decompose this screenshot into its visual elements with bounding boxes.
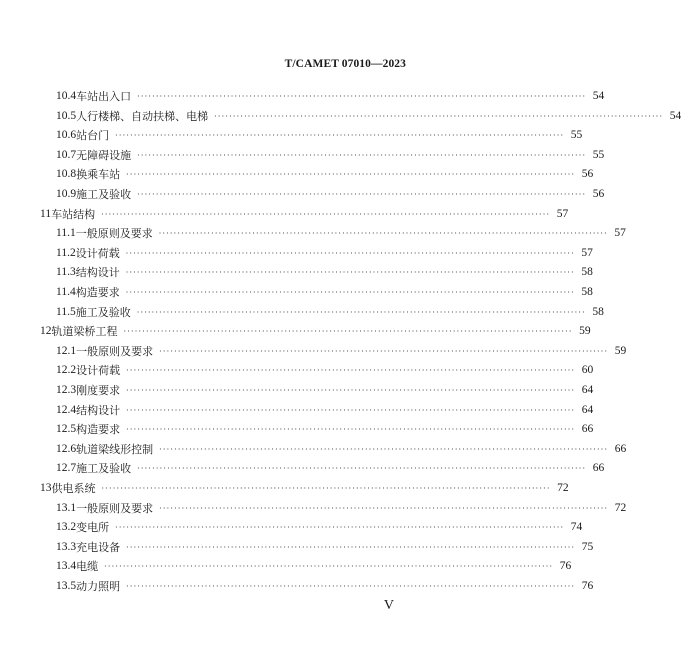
- toc-entry-page: 59: [614, 344, 627, 357]
- toc-entry-title: 刚度要求: [76, 384, 121, 397]
- toc-section-entry[interactable]: [56, 419, 594, 439]
- toc-entry-number: 10.7: [56, 148, 77, 161]
- toc-section-entry[interactable]: [56, 380, 594, 400]
- toc-entry-number: 12.6: [56, 442, 77, 455]
- toc-section-entry[interactable]: [56, 360, 594, 380]
- toc-entry-title: 施工及验收: [76, 462, 132, 476]
- toc-dot-leader: ························································································································: [125, 268, 575, 278]
- toc-entry-title: 电缆: [76, 560, 99, 574]
- toc-entry-title: 供电系统: [51, 482, 96, 495]
- toc-entry-title: 轨道梁线形控制: [76, 442, 154, 456]
- toc-entry-page: 66: [581, 423, 594, 436]
- toc-entry-number: 12: [40, 325, 52, 338]
- toc-entry-page: 54: [592, 90, 605, 102]
- toc-entry-title: 一般原则及要求: [76, 501, 154, 515]
- toc-dot-leader: ························································································································: [104, 562, 554, 572]
- toc-section-entry[interactable]: [56, 262, 593, 282]
- toc-entry-title: 设计荷载: [75, 246, 120, 260]
- toc-dot-leader: ························································································································: [158, 229, 608, 239]
- toc-dot-leader: ························································································································: [126, 366, 576, 376]
- toc-entry-page: 60: [581, 364, 594, 377]
- toc-entry-page: 58: [592, 305, 604, 318]
- toc-entry-title: 构造要求: [76, 423, 121, 437]
- toc-entry-title: 变电所: [76, 521, 110, 535]
- toc-section-entry[interactable]: [56, 576, 594, 596]
- toc-entry-title: 无障碍设施: [76, 148, 132, 162]
- toc-entry-page: 72: [557, 482, 569, 494]
- toc-entry-title: 结构设计: [76, 403, 121, 417]
- toc-dot-leader: ························································································································: [101, 209, 551, 219]
- toc-entry-number: 10.9: [56, 188, 77, 200]
- toc-dot-leader: ························································································································: [126, 425, 576, 435]
- toc-entry-page: 57: [556, 207, 569, 220]
- standard-code: T/CAMET 07010—2023: [284, 58, 406, 70]
- toc-entry-number: 11.1: [56, 227, 76, 240]
- page-number: V: [383, 598, 394, 613]
- toc-section-entry[interactable]: [56, 439, 627, 459]
- toc-entry-title: 换乘车站: [76, 168, 121, 182]
- toc-dot-leader: ························································································································: [123, 327, 573, 337]
- toc-dot-leader: ························································································································: [159, 503, 609, 513]
- toc-section-entry[interactable]: [56, 556, 572, 576]
- toc-entry-title: 人行楼梯、自动扶梯、电梯: [76, 109, 209, 123]
- toc-section-entry[interactable]: [56, 282, 593, 302]
- toc-entry-page: 74: [570, 521, 583, 534]
- toc-entry-page: 58: [581, 286, 593, 298]
- toc-entry-title: 设计荷载: [76, 364, 121, 378]
- toc-entry-title: 结构设计: [75, 266, 120, 280]
- toc-entry-number: 10.4: [56, 90, 77, 102]
- toc-entry-title: 动力照明: [76, 580, 121, 593]
- toc-section-entry[interactable]: [56, 302, 604, 322]
- toc-entry-number: 11.3: [56, 266, 76, 279]
- toc-entry-title: 施工及验收: [76, 188, 132, 201]
- toc-dot-leader: ························································································································: [214, 111, 664, 121]
- toc-section-entry[interactable]: [56, 184, 605, 204]
- toc-dot-leader: ························································································································: [126, 386, 576, 395]
- toc-entry-page: 55: [592, 148, 605, 161]
- toc-section-entry[interactable]: [56, 400, 594, 420]
- toc-entry-number: 12.3: [56, 384, 77, 396]
- toc-dot-leader: ························································································································: [115, 523, 565, 533]
- toc-entry-number: 13.1: [56, 501, 77, 514]
- toc-entry-number: 11: [40, 207, 52, 220]
- toc-entry-page: 57: [614, 227, 626, 240]
- toc-entry-number: 12.1: [56, 344, 77, 357]
- toc-section-entry[interactable]: [56, 498, 627, 518]
- toc-entry-page: 75: [581, 540, 594, 553]
- toc-dot-leader: ························································································································: [101, 484, 551, 493]
- toc-entry-page: 66: [614, 442, 627, 455]
- toc-entry-page: 54: [669, 109, 681, 122]
- toc-entry-number: 13.5: [56, 580, 77, 592]
- toc-chapter-entry[interactable]: [40, 321, 591, 341]
- toc-entry-title: 车站结构: [51, 207, 96, 221]
- toc-dot-leader: ························································································································: [126, 170, 576, 180]
- toc-section-entry[interactable]: [56, 341, 627, 361]
- toc-dot-leader: ························································································································: [159, 346, 609, 356]
- toc-section-entry[interactable]: [56, 86, 605, 106]
- toc-entry-page: 66: [592, 462, 605, 475]
- toc-entry-page: 56: [581, 168, 594, 181]
- toc-entry-number: 13.4: [56, 560, 77, 573]
- toc-entry-number: 10.5: [56, 109, 77, 122]
- toc-dot-leader: ························································································································: [126, 405, 576, 415]
- toc-entry-page: 55: [570, 129, 583, 142]
- toc-section-entry[interactable]: [56, 164, 594, 184]
- toc-entry-title: 充电设备: [76, 540, 121, 554]
- toc-dot-leader: ························································································································: [126, 582, 576, 591]
- toc-section-entry[interactable]: [56, 537, 594, 557]
- toc-dot-leader: ························································································································: [137, 190, 587, 199]
- toc-dot-leader: ························································································································: [136, 307, 586, 317]
- toc-entry-page: 64: [581, 384, 594, 396]
- toc-section-entry[interactable]: [56, 458, 605, 478]
- toc-section-entry[interactable]: [56, 517, 583, 537]
- toc-section-entry[interactable]: [56, 125, 583, 145]
- toc-dot-leader: ························································································································: [125, 288, 575, 297]
- toc-entry-page: 76: [581, 580, 594, 592]
- toc-dot-leader: ························································································································: [159, 444, 609, 454]
- toc-entry-title: 构造要求: [75, 286, 120, 299]
- toc-entry-number: 11.5: [56, 305, 76, 318]
- toc-section-entry[interactable]: [56, 223, 626, 243]
- toc-dot-leader: ························································································································: [115, 131, 565, 141]
- toc-entry-page: 58: [581, 266, 593, 279]
- toc-entry-page: 57: [581, 246, 593, 259]
- toc-entry-title: 一般原则及要求: [75, 227, 153, 241]
- toc-entry-page: 76: [559, 560, 572, 573]
- toc-entry-title: 施工及验收: [75, 305, 131, 319]
- toc-section-entry[interactable]: [56, 145, 605, 165]
- toc-entry-number: 13.2: [56, 521, 77, 534]
- toc-dot-leader: ························································································································: [126, 542, 576, 552]
- toc-entry-page: 56: [592, 188, 605, 200]
- toc-entry-number: 12.5: [56, 423, 77, 436]
- toc-entry-number: 10.6: [56, 129, 77, 142]
- toc-entry-number: 13: [40, 482, 52, 494]
- toc-entry-title: 车站出入口: [76, 90, 132, 103]
- toc-section-entry[interactable]: [56, 243, 593, 263]
- toc-entry-number: 11.4: [56, 286, 76, 298]
- toc-dot-leader: ························································································································: [137, 150, 587, 160]
- toc-entry-title: 一般原则及要求: [76, 344, 154, 358]
- toc-dot-leader: ························································································································: [137, 92, 587, 101]
- toc-entry-page: 64: [581, 403, 594, 416]
- toc-chapter-entry[interactable]: [40, 204, 569, 224]
- toc-entry-number: 11.2: [56, 246, 76, 259]
- toc-entry-number: 10.8: [56, 168, 77, 181]
- toc-entry-number: 12.2: [56, 364, 77, 377]
- toc-entry-title: 轨道梁桥工程: [51, 325, 118, 339]
- toc-entry-number: 13.3: [56, 540, 77, 553]
- toc-dot-leader: ························································································································: [137, 464, 587, 474]
- toc-entry-number: 12.4: [56, 403, 77, 416]
- toc-section-entry[interactable]: [56, 106, 681, 126]
- toc-entry-page: 72: [614, 501, 627, 514]
- toc-entry-number: 12.7: [56, 462, 77, 475]
- toc-entry-page: 59: [579, 325, 591, 338]
- toc-dot-leader: ························································································································: [125, 248, 575, 258]
- toc-entry-title: 站台门: [76, 129, 110, 143]
- toc-chapter-entry[interactable]: [40, 478, 569, 498]
